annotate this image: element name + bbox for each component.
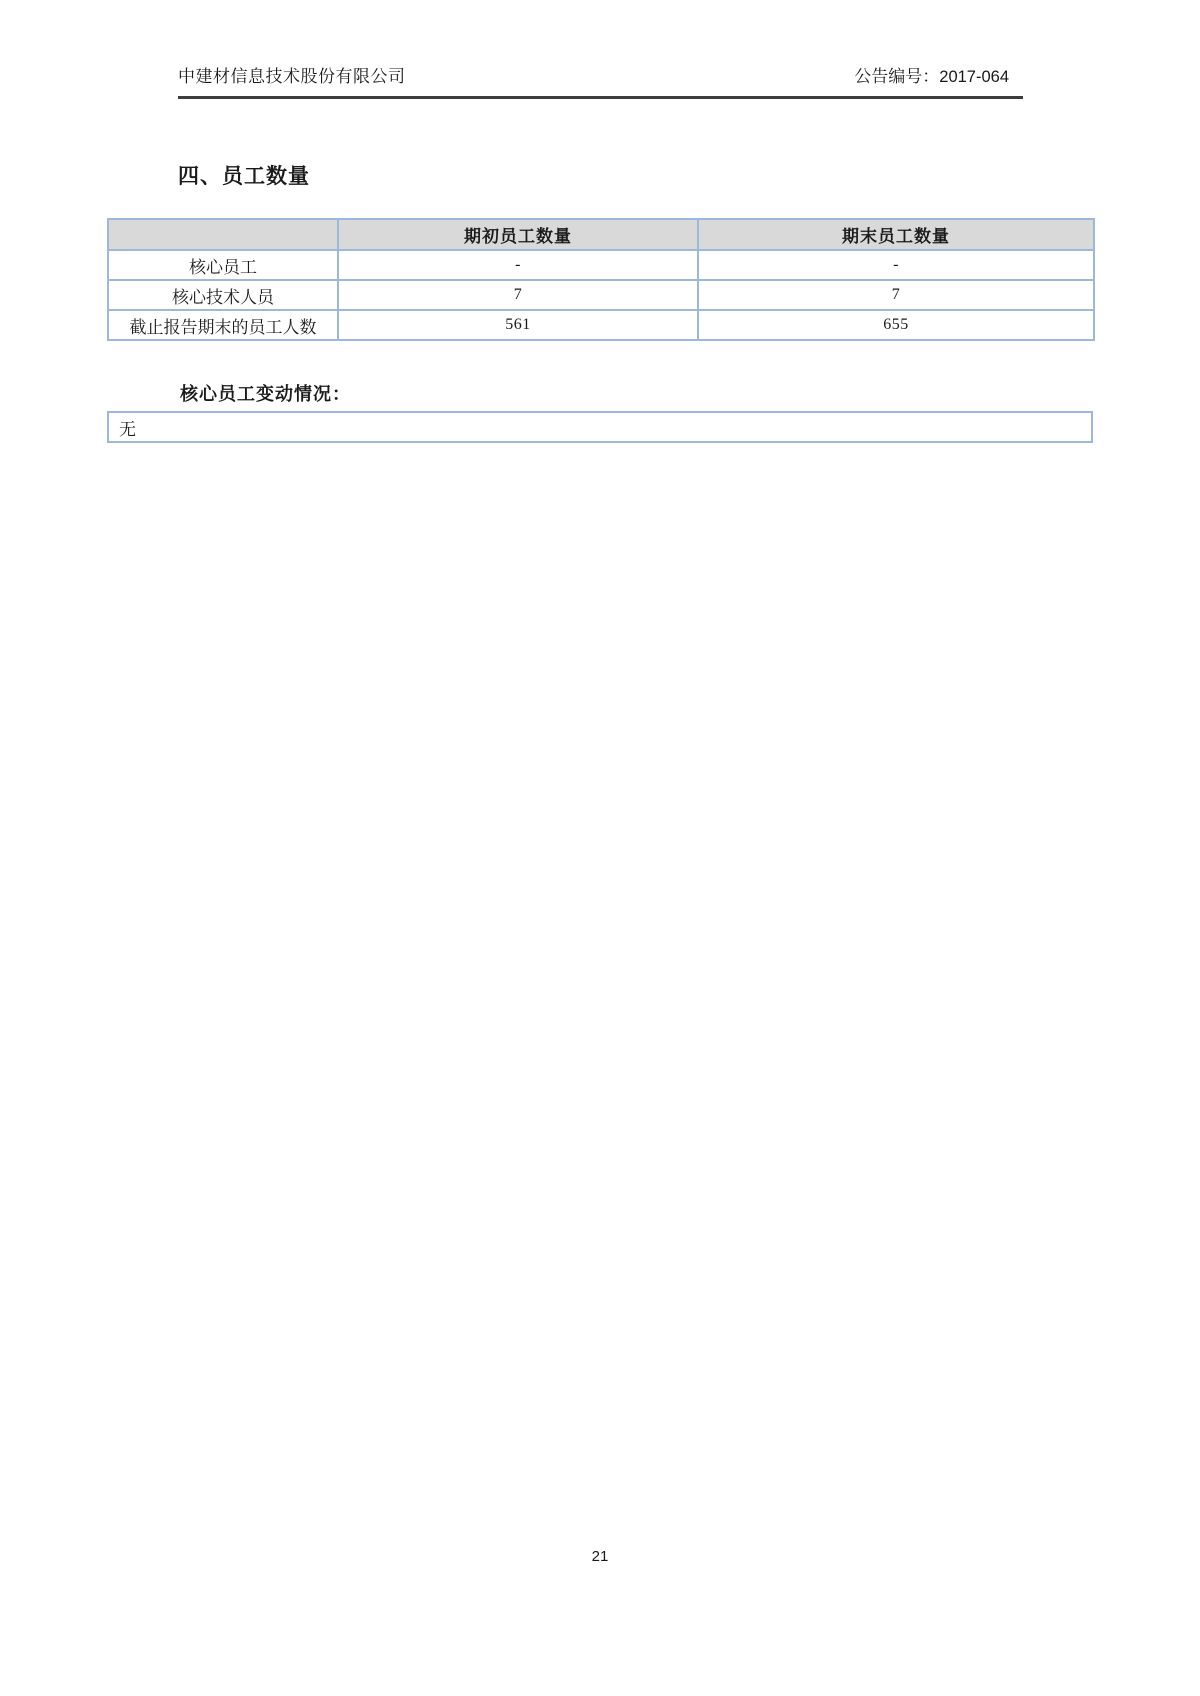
row-begin-value: 7: [338, 280, 698, 310]
header-rule: [178, 96, 1023, 99]
row-begin-value: 561: [338, 310, 698, 340]
section-title: 四、员工数量: [178, 165, 310, 188]
table-header-row: [108, 219, 1094, 250]
table-header-end: 期末员工数量: [698, 219, 1094, 250]
row-end-value: 7: [698, 280, 1094, 310]
core-change-box: [107, 411, 1093, 443]
page-number: 21: [591, 1548, 609, 1565]
employee-count-table: [107, 218, 1095, 341]
table-row: [108, 250, 1094, 280]
row-begin-value: -: [338, 250, 698, 280]
table-header-empty: [108, 219, 338, 250]
table-row: [108, 280, 1094, 310]
document-header: [178, 66, 1023, 88]
announcement-number: [854, 66, 1023, 88]
row-label: 核心员工: [108, 250, 338, 280]
row-end-value: 655: [698, 310, 1094, 340]
row-end-value: -: [698, 250, 1094, 280]
announcement-no: 2017-064: [939, 68, 1009, 86]
row-label: 核心技术人员: [108, 280, 338, 310]
core-change-label: 核心员工变动情况：: [180, 384, 351, 404]
table-header-begin: 期初员工数量: [338, 219, 698, 250]
core-change-value: 无: [119, 419, 136, 439]
company-name: 中建材信息技术股份有限公司: [178, 67, 406, 87]
announcement-label: 公告编号：: [854, 67, 940, 86]
table-row: [108, 310, 1094, 340]
row-label: 截止报告期末的员工人数: [108, 310, 338, 340]
